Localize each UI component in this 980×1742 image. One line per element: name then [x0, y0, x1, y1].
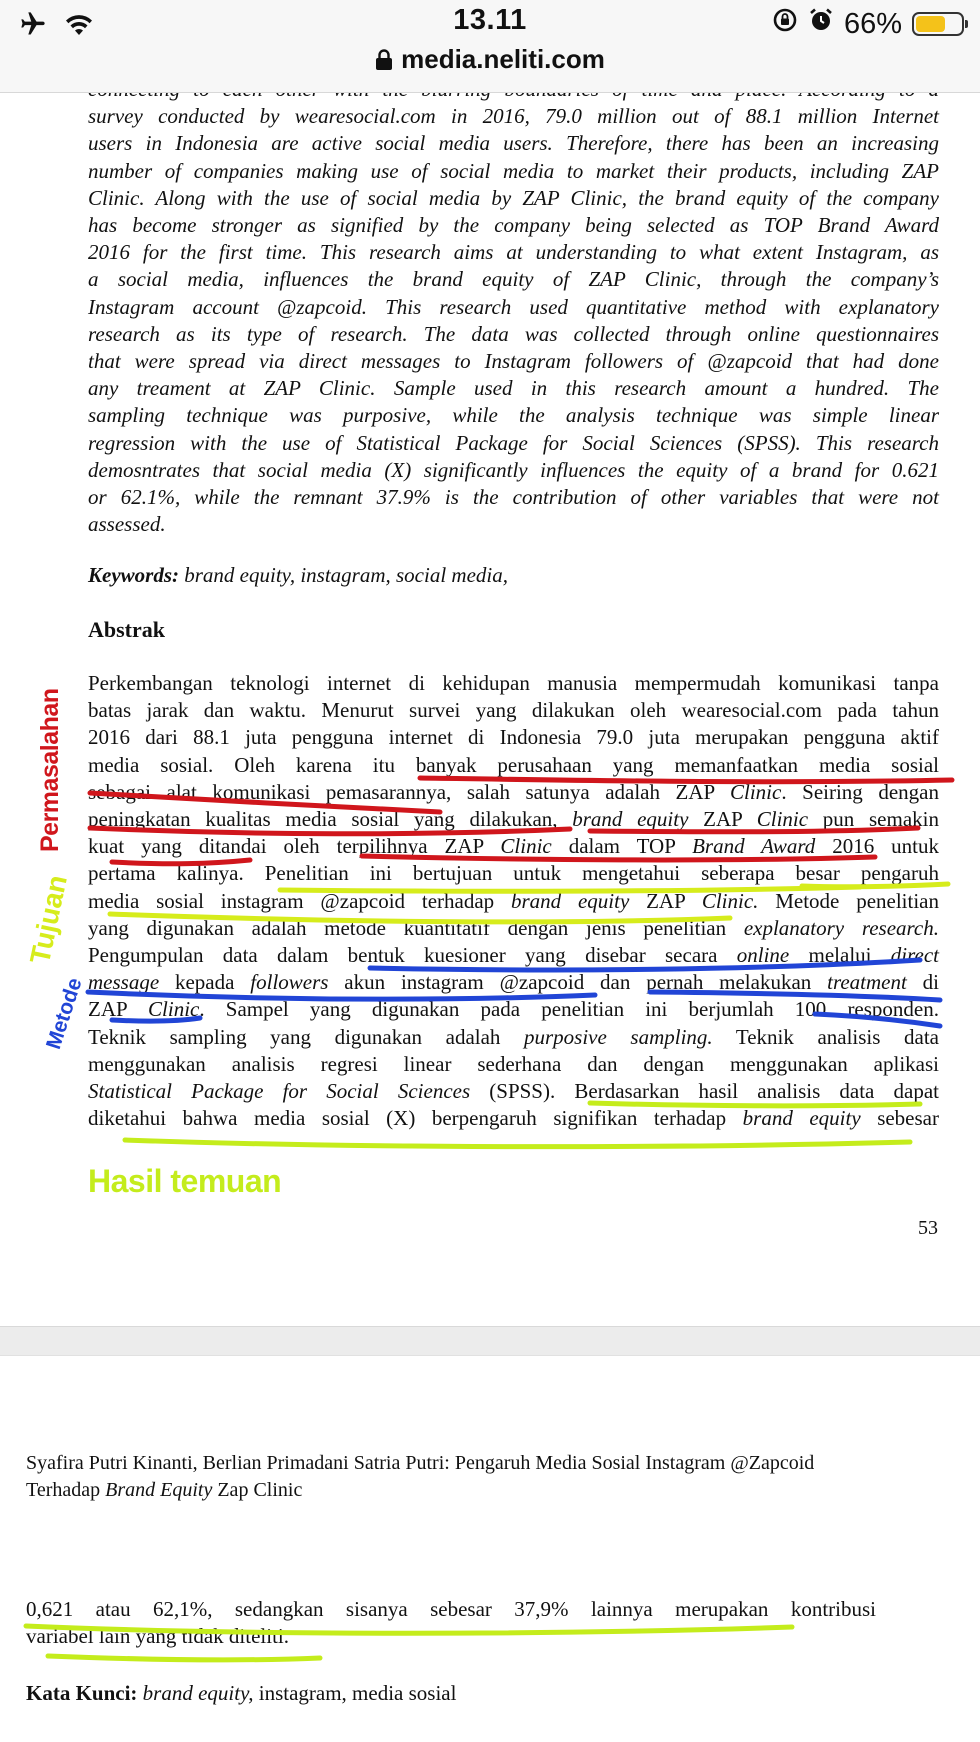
- text-run: melalui: [789, 943, 891, 968]
- abstract-en-line: or 62.1%, while the remnant 37.9% is the contribution of other variables that were not: [88, 485, 939, 510]
- text-run: Metode penelitian: [758, 888, 939, 913]
- kata-kunci-italic: brand equity,: [137, 1681, 254, 1705]
- abstract-id-line: [88, 833, 939, 860]
- abstract-en-line: Instagram account @zapcoid. This research used quantitative method with explanatory: [88, 294, 939, 319]
- abstract-id-line: [88, 996, 939, 1023]
- italic-term: treatment: [827, 970, 907, 995]
- text-run: Perkembangan teknologi internet di kehidupan manusia mempermudah komunikasi tanpa: [88, 671, 939, 695]
- text-run: media sosial. Oleh karena itu banyak perusahaan yang memanfaatkan media sosial: [88, 752, 939, 777]
- italic-term: Clinic: [756, 807, 809, 832]
- abstract-en-line: Clinic. Along with the use of social media by ZAP Clinic, the brand equity of the company: [88, 185, 939, 210]
- abstract-en-line: regression with the use of Statistical Package for Social Sciences (SPSS). This research: [88, 430, 939, 455]
- abstract-id-line: [88, 752, 939, 779]
- abstract-en-line: number of companies making use of social media to market their products, including ZAP: [88, 158, 939, 183]
- abstract-id-line: [88, 969, 939, 996]
- text-run: ZAP: [88, 997, 149, 1022]
- running-header-line1: Syafira Putri Kinanti, Berlian Primadani Satria Putri: Pengaruh Media Sosial Instagram @Zapcoid: [26, 1452, 815, 1474]
- running-header-line2-italic: Brand Equity: [105, 1478, 213, 1501]
- text-run: di: [906, 970, 939, 995]
- abstract-en-line: users in Indonesia are active social media users. Therefore, there has been an increasing: [88, 131, 939, 156]
- text-run: sebesar: [860, 1106, 939, 1131]
- status-right: [772, 6, 964, 42]
- text-run: menggunakan analisis regresi linear sederhana dan dengan menggunakan aplikasi: [88, 1051, 939, 1076]
- italic-term: Clinic: [730, 779, 782, 804]
- abstract-en-line: 2016 for the first time. This research aims at understanding to what extent Instagram, as: [88, 240, 939, 265]
- text-run: diketahui bahwa media sosial (X) berpengaruh signifikan terhadap: [88, 1106, 743, 1131]
- abstract-id-line: [88, 1024, 939, 1051]
- battery-fill: [916, 16, 945, 32]
- annotation-metode: Metode: [42, 975, 87, 1053]
- italic-term: followers: [250, 970, 329, 995]
- abstrak-heading: Abstrak: [88, 617, 166, 642]
- italic-term: Clinic.: [701, 888, 759, 913]
- abstract-id-line: [88, 1078, 939, 1105]
- text-run: ZAP: [688, 807, 757, 832]
- italic-term: brand equity: [742, 1106, 861, 1131]
- text-run: dalam TOP: [551, 834, 693, 859]
- green-underline: [125, 1140, 910, 1147]
- text-run: pun semakin: [808, 807, 939, 832]
- abstract-id-line: [88, 1105, 939, 1132]
- text-run: peningkatan kualitas media sosial yang dilakukan,: [88, 807, 573, 832]
- lock-icon: [375, 44, 401, 74]
- text-run: . Seiring dengan: [781, 779, 939, 804]
- status-bar: [0, 0, 980, 93]
- abstract-id-line: [88, 697, 939, 724]
- text-run: ZAP: [629, 888, 702, 913]
- abstract-en-line: demosntrates that social media (X) significantly influences the equity of a brand for 0.621: [88, 457, 939, 482]
- running-header-line2-pre: Terhadap: [26, 1478, 106, 1501]
- annotation-tujuan: Tujuan: [24, 872, 73, 967]
- italic-term: Brand Award: [692, 834, 816, 859]
- annotation-hasil-temuan: Hasil temuan: [88, 1163, 282, 1199]
- battery-icon: [912, 12, 964, 36]
- text-run: yang digunakan adalah metode kuantitatif dengan jenis penelitian: [88, 915, 744, 940]
- abstract-id-line: [88, 779, 939, 806]
- abstract-continuation: [26, 1596, 876, 1650]
- rotation-lock-icon: [772, 7, 798, 41]
- abstract-indonesian: [88, 670, 939, 1132]
- text-run: batas jarak dan waktu. Menurut survei yang dilakukan oleh wearesocial.com pada tahun: [88, 698, 939, 723]
- abstract-id-line: [88, 942, 939, 969]
- abstract-id-line: [88, 888, 939, 915]
- italic-term: online: [736, 943, 790, 968]
- abstract-id-line: [88, 1051, 939, 1078]
- abstract-id-line: [88, 806, 939, 833]
- alarm-icon: [808, 7, 834, 41]
- abstract-id-line: [88, 670, 939, 697]
- italic-term: brand equity: [572, 807, 689, 832]
- text-run: kepada: [159, 970, 251, 995]
- italic-term: Clinic: [500, 834, 552, 859]
- url-text: media.neliti.com: [401, 44, 605, 74]
- italic-term: direct: [890, 943, 939, 968]
- abstract-english: [88, 76, 939, 538]
- keywords: [88, 562, 939, 589]
- kata-kunci-rest: instagram, media sosial: [253, 1681, 457, 1705]
- text-run: pertama kalinya. Penelitian ini bertujuan untuk mengetahui seberapa besar pengaruh: [88, 861, 939, 886]
- abstract-en-line: survey conducted by wearesocial.com in 2016, 79.0 million out of 88.1 million Internet: [88, 104, 939, 129]
- abstract-en-line: that were spread via direct messages to Instagram followers of @zapcoid that had done: [88, 349, 939, 374]
- italic-term: purposive sampling.: [524, 1024, 713, 1049]
- running-header: [26, 1450, 876, 1504]
- text-run: Pengumpulan data dalam bentuk kuesioner yang disebar secara: [88, 943, 737, 968]
- continuation-line: variabel lain yang tidak diteliti.: [26, 1624, 290, 1648]
- running-header-line2-post: Zap Clinic: [212, 1478, 303, 1501]
- abstract-en-line: has become stronger as signified by the company being selected as TOP Brand Award: [88, 213, 939, 238]
- kata-kunci: [26, 1680, 876, 1707]
- text-run: 2016 untuk: [815, 834, 939, 859]
- text-run: . Sampel yang digunakan pada penelitian ini berjumlah 100 responden.: [199, 997, 939, 1022]
- abstract-id-line: [88, 915, 939, 942]
- page-separator: [0, 1326, 980, 1356]
- battery-percent: 66%: [843, 7, 902, 40]
- text-run: media sosial instagram @zapcoid terhadap: [88, 888, 511, 913]
- green-underline: [48, 1656, 320, 1660]
- status-time: 13.11: [453, 4, 527, 36]
- abstract-en-line: any treament at ZAP Clinic. Sample used in this research amount a hundred. The: [88, 376, 939, 401]
- abstract-id-line: [88, 724, 939, 751]
- abstract-id-line: [88, 860, 939, 887]
- keywords-value: brand equity, instagram, social media,: [179, 563, 508, 587]
- text-run: akun instagram @zapcoid dan pernah melakukan: [328, 970, 828, 995]
- abstract-en-line: a social media, influences the brand equity of ZAP Clinic, through the company’s: [88, 267, 939, 292]
- text-run: Teknik sampling yang digunakan adalah: [88, 1024, 524, 1049]
- italic-term: message: [88, 970, 160, 995]
- page-number: 53: [918, 1217, 938, 1239]
- italic-term: explanatory research.: [743, 915, 939, 940]
- kata-kunci-label: Kata Kunci:: [26, 1681, 138, 1705]
- italic-term: brand equity: [510, 888, 630, 913]
- keywords-label: Keywords:: [88, 563, 179, 587]
- text-run: 2016 dari 88.1 juta pengguna internet di Indonesia 79.0 juta merupakan pengguna aktif: [88, 725, 939, 750]
- address-bar[interactable]: [0, 44, 980, 75]
- abstract-en-line: sampling technique was purposive, while the analysis technique was simple linear: [88, 403, 939, 428]
- continuation-line: 0,621 atau 62,1%, sedangkan sisanya sebesar 37,9% lainnya merupakan kontribusi: [26, 1597, 876, 1621]
- text-run: kuat yang ditandai oleh terpilihnya ZAP: [88, 834, 501, 859]
- text-run: sebagai alat komunikasi pemasarannya, salah satunya adalah ZAP: [88, 779, 730, 804]
- abstract-en-line: research as its type of research. The data was collected through online questionnaires: [88, 321, 939, 346]
- text-run: Teknik analisis data: [712, 1024, 939, 1049]
- italic-term: Statistical Package for Social Sciences: [88, 1079, 471, 1104]
- abstract-en-line: assessed.: [88, 512, 166, 537]
- annotation-permasalahan: Permasalahan: [36, 688, 64, 852]
- italic-term: Clinic: [148, 997, 200, 1022]
- text-run: (SPSS). Berdasarkan hasil analisis data dapat: [470, 1079, 939, 1104]
